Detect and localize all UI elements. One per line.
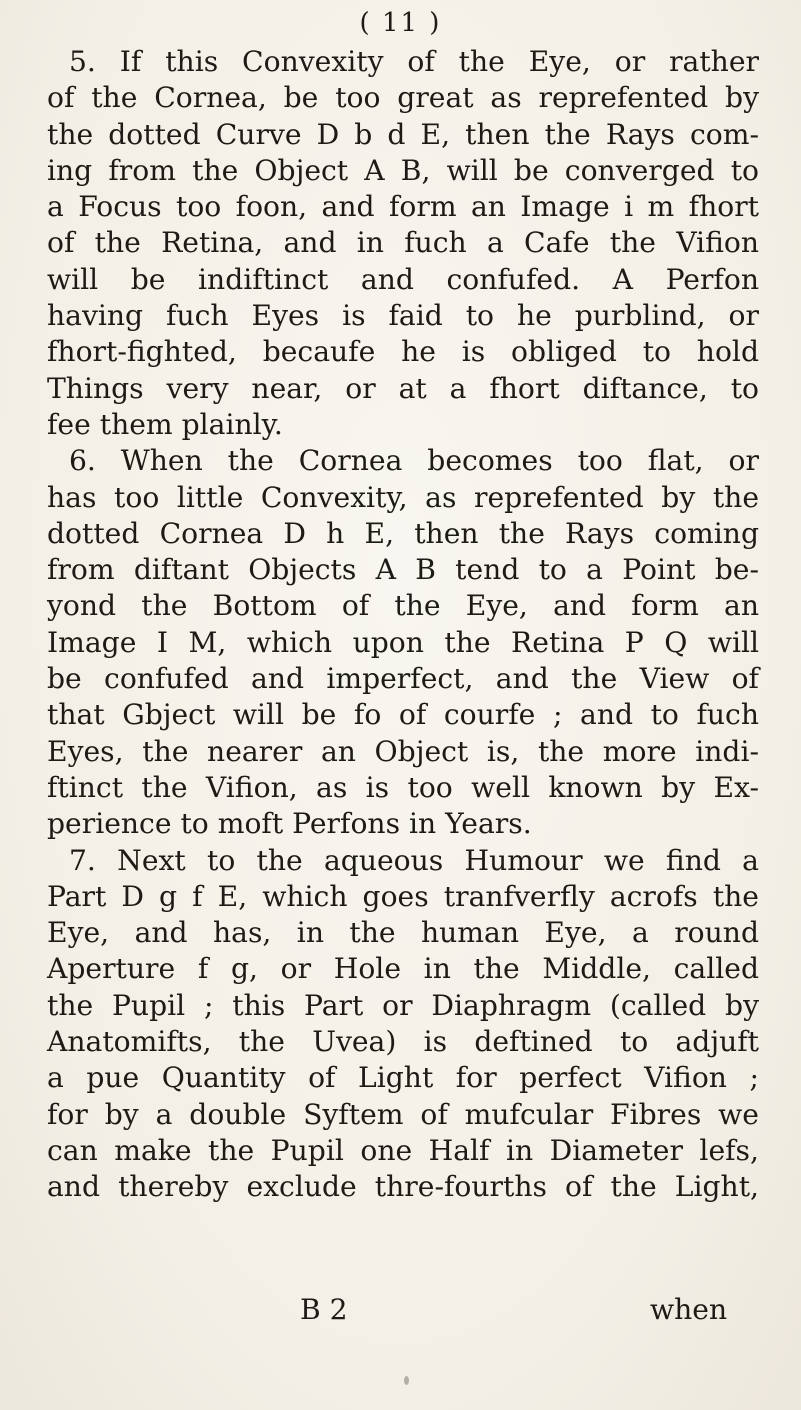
text-line: ing from the Object A B, will be converged to	[47, 153, 759, 187]
text-line: 6. When the Cornea becomes too flat, or	[69, 444, 759, 478]
text-line: of the Cornea, be too great as reprefented by	[47, 81, 759, 115]
page-footer	[0, 1292, 801, 1328]
text-line: Part D g f E, which goes tranfverfly acrofs the	[47, 879, 759, 913]
text-line: fee them plainly.	[47, 407, 283, 441]
catchword: when	[650, 1293, 728, 1326]
text-line: from diftant Objects A B tend to a Point be-	[47, 553, 759, 587]
text-line: has too little Convexity, as reprefented by the	[47, 480, 759, 514]
text-line: Aperture f g, or Hole in the Middle, called	[47, 952, 759, 986]
text-line: and thereby exclude thre-fourths of the Light,	[47, 1170, 759, 1204]
text-line: fhort-fighted, becaufe he is obliged to hold	[47, 335, 759, 369]
text-line: of the Retina, and in fuch a Cafe the Vifion	[47, 226, 759, 260]
text-line: ftinct the Vifion, as is too well known by Ex-	[47, 770, 759, 804]
text-line: a Focus too foon, and form an Image i m fhort	[47, 190, 759, 224]
text-line: perience to moft Perfons in Years.	[47, 807, 532, 841]
text-line: that Gbject will be fo of courfe ; and to fuch	[47, 698, 759, 732]
text-line: Anatomifts, the Uvea) is deftined to adjuft	[47, 1025, 759, 1059]
text-line: Eye, and has, in the human Eye, a round	[47, 916, 759, 950]
ink-speck	[404, 1376, 409, 1385]
text-line: the dotted Curve D b d E, then the Rays com-	[47, 117, 759, 151]
text-line: the Pupil ; this Part or Diaphragm (called by	[47, 988, 759, 1022]
text-line: 7. Next to the aqueous Humour we find a	[69, 843, 759, 877]
text-line: Things very near, or at a fhort diftance, to	[47, 371, 759, 405]
text-line: 5. If this Convexity of the Eye, or rather	[69, 45, 759, 78]
text-line: a pue Quantity of Light for perfect Vifion ;	[47, 1061, 759, 1095]
body-text	[47, 44, 759, 1206]
text-line: dotted Cornea D h E, then the Rays coming	[47, 516, 759, 550]
text-line: for by a double Syftem of mufcular Fibres we	[47, 1097, 759, 1131]
text-line: yond the Bottom of the Eye, and form an	[47, 589, 759, 623]
text-line: having fuch Eyes is faid to he purblind, or	[47, 299, 759, 333]
text-line: can make the Pupil one Half in Diameter lefs,	[47, 1133, 759, 1167]
text-line: be confufed and imperfect, and the View of	[47, 662, 759, 696]
text-line: Eyes, the nearer an Object is, the more indi-	[47, 734, 759, 768]
text-line: Image I M, which upon the Retina P Q will	[47, 625, 759, 659]
signature-mark: B 2	[300, 1293, 348, 1326]
page-number: ( 11 )	[359, 8, 442, 38]
text-line: will be indiftinct and confufed. A Perfon	[47, 262, 759, 296]
